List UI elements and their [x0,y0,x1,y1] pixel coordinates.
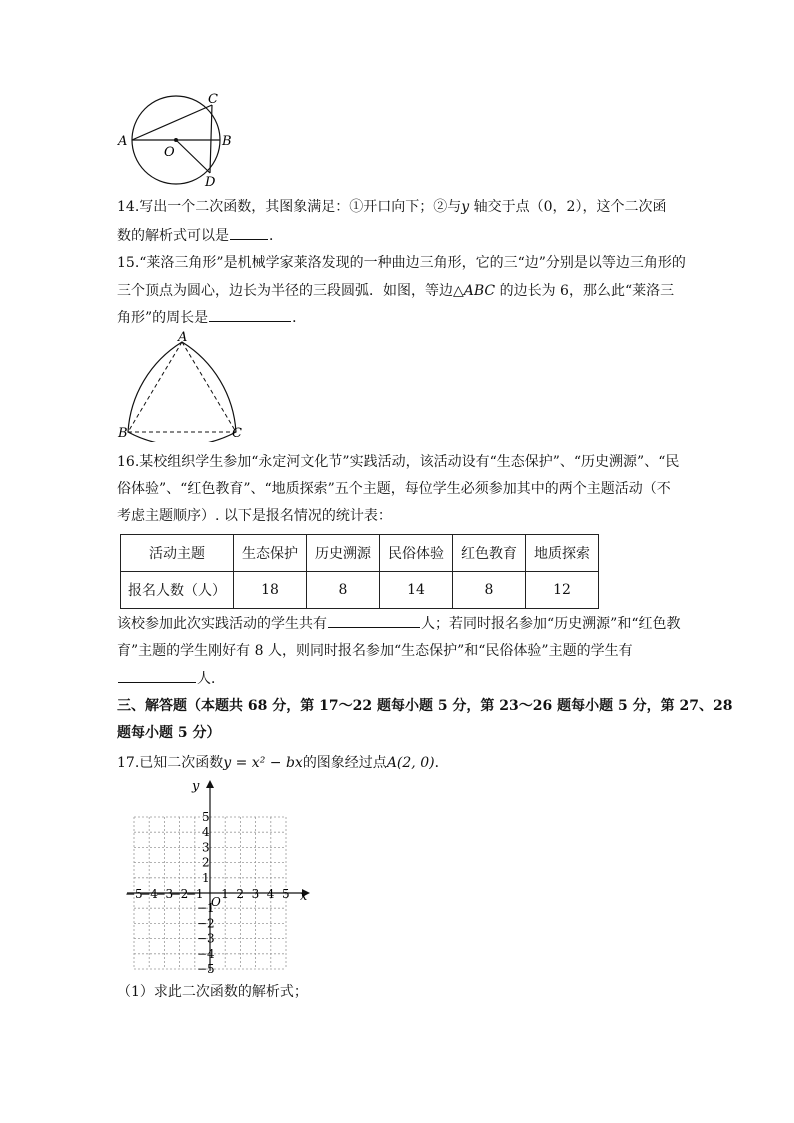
label-a: A [118,134,128,149]
label-c: C [208,92,218,107]
y-tick-label: −3 [197,931,215,946]
q16-line1: 16.某校组织学生参加“永定河文化节”实践活动，该活动设有“生态保护”、“历史溯源”、“民 [117,454,680,470]
y-axis-arrow [206,780,214,788]
coordinate-grid [112,776,322,976]
table-cell: 8 [453,572,526,609]
q16-after1: 该校参加此次实践活动的学生共有 人；若同时报名参加“历史溯源”和“红色教 [117,613,680,634]
table-header-cell: 地质探索 [526,535,599,572]
table-cell: 8 [307,572,380,609]
q15-line2: 三个顶点为圆心，边长为半径的三段圆弧．如图，等边△ABC 的边长为 6，那么此“莱洛三 [117,283,675,299]
q16-after2: 育”主题的学生刚好有 8 人，则同时报名参加“生态保护”和“民俗体验”主题的学生有 [117,643,633,659]
q17-sub1: （1）求此二次函数的解析式； [117,984,308,1000]
q14-line2: 数的解析式可以是 ． [117,225,283,246]
label-d: D [205,175,216,190]
reuleaux-arcs [128,342,236,442]
section3-title-line2: 题每小题 5 分） [117,725,221,741]
y-tick-label: 5 [202,810,210,824]
origin-label: O [211,895,221,909]
y-tick-label: 3 [202,840,210,855]
y-axis-label: y [192,779,200,794]
table-cell: 18 [234,572,307,609]
x-tick-label: 1 [221,887,229,901]
q16-after3: 人． [117,668,225,689]
side-ab [128,342,182,432]
x-tick-label: −4 [140,887,158,901]
table-header-cell: 民俗体验 [380,535,453,572]
label-o: O [164,145,175,160]
center-point [174,138,178,142]
label-c: C [232,426,242,441]
label-a: A [178,330,188,345]
label-b: B [118,426,128,441]
table-cell: 报名人数（人） [121,572,234,609]
x-tick-label: −5 [125,887,143,901]
table-cell: 12 [526,572,599,609]
registration-table [120,534,599,609]
y-tick-label: −1 [197,901,215,916]
q17-stem: 17.已知二次函数y = x² − bx的图象经过点A(2, 0)． [117,755,449,771]
table-cell: 14 [380,572,453,609]
q16-line2: 俗体验”、“红色教育”、“地质探索”五个主题，每位学生必须参加其中的两个主题活动（不 [117,481,671,497]
x-tick-label: 5 [282,887,290,901]
label-b: B [222,134,232,149]
q16-line3: 考虑主题顺序）. 以下是报名情况的统计表： [117,508,392,524]
radius-od [176,140,210,173]
y-tick-label: 1 [202,870,210,885]
table-header-row [121,535,599,572]
circle-figure [110,90,240,190]
x-tick-label: −1 [185,887,204,901]
y-tick-label: −4 [197,946,215,961]
q16-blank-both[interactable] [118,668,196,683]
q15-line1: 15.“莱洛三角形”是机械学家莱洛发现的一种曲边三角形，它的三“边”分别是以等边三角形的 [117,255,686,271]
table-header-cell: 活动主题 [121,535,234,572]
q14-line1: 14.写出一个二次函数，其图象满足：①开口向下；②与y 轴交于点（0，2），这个二次函 [117,199,667,215]
y-tick-label: 4 [202,825,210,840]
x-tick-label: −2 [170,887,189,901]
table-row [121,572,599,609]
q14-answer-blank[interactable] [230,225,268,240]
side-ac [182,342,236,432]
q15-answer-blank[interactable] [209,307,291,322]
x-tick-label: 2 [236,887,245,901]
x-tick-label: −3 [155,887,174,901]
section3-title-line1: 三、解答题（本题共 68 分，第 17～22 题每小题 5 分，第 23～26 题每小题 5 分，第 27、28 [117,698,733,714]
table-header-cell: 生态保护 [234,535,307,572]
reuleaux-figure [112,330,252,442]
q15-line3: 角形”的周长是 ． [117,307,306,328]
x-tick-label: 3 [251,887,260,901]
y-tick-label: 2 [202,855,210,870]
y-tick-label: −2 [197,916,215,931]
y-tick-label: −5 [197,962,215,976]
chord-cd [210,105,212,173]
x-tick-label: 4 [266,887,275,901]
table-header-cell: 红色教育 [453,535,526,572]
table-header-cell: 历史溯源 [307,535,380,572]
q16-blank-total[interactable] [328,613,420,628]
x-axis-label: x [300,889,308,904]
